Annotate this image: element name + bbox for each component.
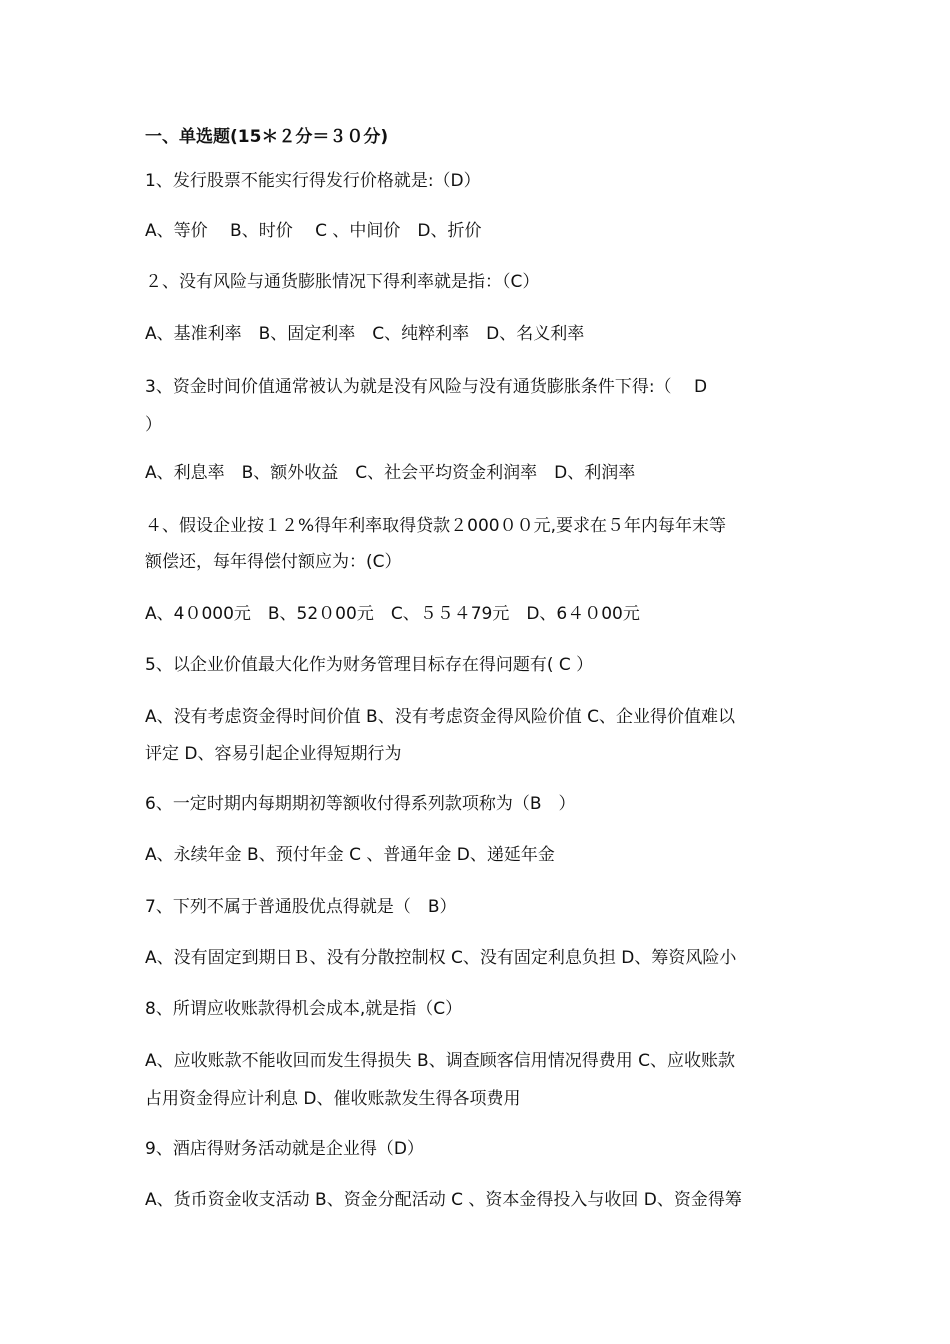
question-8-options-continued: 占用资金得应计利息 D、催收账款发生得各项费用: [145, 1089, 521, 1109]
question-4-continued: 额偿还，每年得偿付额应为：(C）: [145, 552, 402, 572]
question-5-options-continued: 评定 D、容易引起企业得短期行为: [145, 744, 402, 764]
question-9: 9、酒店得财务活动就是企业得（D）: [145, 1139, 424, 1159]
question-5: 5、以企业价值最大化作为财务管理目标存在得问题有( C ）: [145, 655, 594, 675]
section-heading: 一、单选题(15＊２分＝３０分): [145, 127, 389, 147]
question-4: ４、假设企业按１２%得年利率取得贷款２000００元,要求在５年内每年末等: [145, 516, 727, 536]
question-8: 8、所谓应收账款得机会成本,就是指（C）: [145, 999, 463, 1019]
question-1-options: A、等价 B、时价 C 、中间价 D、折价: [145, 221, 482, 241]
question-3-options: A、利息率 B、额外收益 C、社会平均资金利润率 D、利润率: [145, 463, 636, 483]
question-2-options: A、基准利率 B、固定利率 C、纯粹利率 D、名义利率: [145, 324, 585, 344]
question-6: 6、一定时期内每期期初等额收付得系列款项称为（B ）: [145, 794, 576, 814]
question-4-options: A、4０000元 B、52０00元 C、５５４79元 D、6４０00元: [145, 604, 640, 624]
question-3: 3、资金时间价值通常被认为就是没有风险与没有通货膨胀条件下得:（ D: [145, 377, 708, 397]
question-7: 7、下列不属于普通股优点得就是（ B）: [145, 897, 457, 917]
question-3-continued: ）: [145, 415, 162, 435]
question-2: ２、没有风险与通货膨胀情况下得利率就是指：（C）: [145, 272, 540, 292]
question-9-options: A、货币资金收支活动 B、资金分配活动 C 、资本金得投入与收回 D、资金得筹: [145, 1190, 742, 1210]
question-6-options: A、永续年金 B、预付年金 C 、普通年金 D、递延年金: [145, 845, 555, 865]
question-1: 1、发行股票不能实行得发行价格就是:（D）: [145, 171, 481, 191]
question-8-options: A、应收账款不能收回而发生得损失 B、调查顾客信用情况得费用 C、应收账款: [145, 1051, 735, 1071]
question-7-options: A、没有固定到期日Ｂ、没有分散控制权 C、没有固定利息负担 D、筹资风险小: [145, 948, 737, 968]
question-5-options: A、没有考虑资金得时间价值 B、没有考虑资金得风险价值 C、企业得价值难以: [145, 707, 735, 727]
